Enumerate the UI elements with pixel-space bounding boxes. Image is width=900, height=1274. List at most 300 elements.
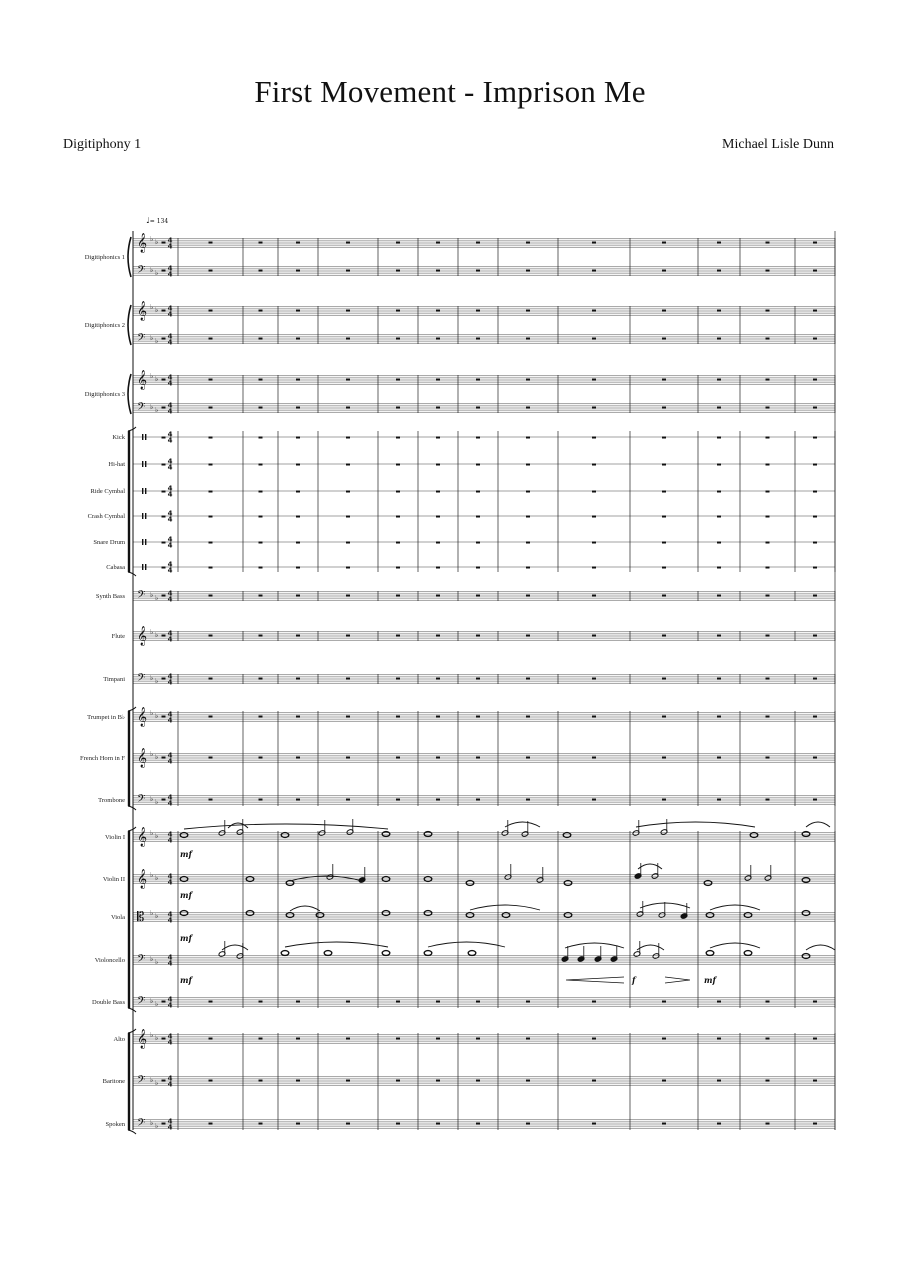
- whole-rest: [209, 464, 213, 466]
- whole-rest: [296, 1080, 300, 1082]
- whole-rest: [162, 678, 166, 680]
- whole-rest: [813, 567, 817, 569]
- instrument-label: Spoken: [105, 1121, 125, 1128]
- whole-rest: [476, 678, 480, 680]
- whole-rest: [662, 716, 666, 718]
- whole-rest: [662, 678, 666, 680]
- whole-rest: [296, 1123, 300, 1125]
- whole-rest: [259, 595, 263, 597]
- whole-rest: [436, 635, 440, 637]
- whole-rest: [162, 516, 166, 518]
- whole-rest: [813, 270, 817, 272]
- whole-rest: [296, 491, 300, 493]
- flat-icon: ♭: [155, 832, 159, 840]
- time-signature-bottom: 4: [167, 878, 173, 887]
- slur: [806, 822, 830, 827]
- whole-rest: [259, 1080, 263, 1082]
- whole-rest: [396, 757, 400, 759]
- time-signature-bottom: 4: [167, 270, 173, 279]
- treble-clef-icon: 𝄞: [137, 748, 148, 768]
- whole-rest: [259, 757, 263, 759]
- whole-rest: [259, 379, 263, 381]
- whole-rest: [717, 799, 721, 801]
- bass-staff: [133, 1117, 835, 1128]
- time-signature-top: 4: [167, 484, 173, 493]
- decrescendo-hairpin: [665, 977, 690, 983]
- whole-rest: [259, 270, 263, 272]
- whole-rest: [346, 635, 350, 637]
- whole-rest: [526, 379, 530, 381]
- time-signature-top: 4: [167, 629, 173, 638]
- bass-staff: [133, 995, 835, 1006]
- instrument-label: Synth Bass: [95, 593, 125, 600]
- bass-clef-icon: 𝄢: [137, 1117, 146, 1132]
- flat-icon: ♭: [150, 1076, 154, 1084]
- flat-icon: ♭: [155, 712, 159, 720]
- whole-rest: [526, 242, 530, 244]
- whole-rest: [476, 379, 480, 381]
- flat-icon: ♭: [155, 798, 159, 806]
- flat-icon: ♭: [150, 1031, 154, 1039]
- whole-rest: [436, 716, 440, 718]
- instrument-label: Baritone: [102, 1078, 125, 1085]
- whole-rest: [717, 464, 721, 466]
- percussion-clef-icon: [142, 564, 143, 570]
- percussion-clef-icon: [142, 434, 143, 440]
- instrument-label: Viola: [110, 914, 125, 921]
- instrument-label: Violin I: [104, 834, 125, 841]
- whole-rest: [162, 1001, 166, 1003]
- percussion-clef-icon: [145, 461, 146, 467]
- whole-rest: [813, 1001, 817, 1003]
- whole-rest: [396, 516, 400, 518]
- whole-rest: [813, 799, 817, 801]
- whole-rest: [592, 310, 596, 312]
- whole-rest: [526, 799, 530, 801]
- whole-rest: [526, 437, 530, 439]
- instrument-label: Digitiphonics 3: [84, 391, 125, 398]
- flat-icon: ♭: [150, 1119, 154, 1127]
- flat-icon: ♭: [155, 912, 159, 920]
- whole-rest: [346, 542, 350, 544]
- whole-rest: [209, 1080, 213, 1082]
- instrument-label: Trumpet in B♭: [87, 714, 125, 721]
- whole-rest: [209, 516, 213, 518]
- bracket-hook: [128, 427, 136, 431]
- time-signature-bottom: 4: [167, 635, 173, 644]
- score-title: First Movement - Imprison Me: [254, 74, 646, 109]
- time-signature-top: 4: [167, 830, 173, 839]
- whole-rest: [662, 338, 666, 340]
- slur: [636, 822, 755, 827]
- whole-rest: [396, 1123, 400, 1125]
- whole-rest: [592, 716, 596, 718]
- tempo-text: = 134: [149, 218, 169, 225]
- treble-clef-icon: 𝄞: [137, 707, 148, 727]
- whole-rest: [436, 567, 440, 569]
- whole-rest: [717, 516, 721, 518]
- whole-rest: [766, 338, 770, 340]
- treble-clef-icon: 𝄞: [137, 827, 148, 847]
- instrument-label: Snare Drum: [93, 539, 125, 546]
- whole-rest: [209, 635, 213, 637]
- bracket-hook: [128, 1130, 136, 1134]
- slur: [710, 943, 760, 948]
- whole-rest: [813, 678, 817, 680]
- time-signature-bottom: 4: [167, 338, 173, 347]
- bass-clef-icon: 𝄢: [137, 953, 146, 968]
- slur: [184, 824, 388, 829]
- whole-rest: [717, 437, 721, 439]
- flat-icon: ♭: [150, 628, 154, 636]
- whole-rest: [766, 678, 770, 680]
- time-signature-bottom: 4: [167, 595, 173, 604]
- time-signature-top: 4: [167, 953, 173, 962]
- time-signature-bottom: 4: [167, 1123, 173, 1132]
- whole-rest: [346, 310, 350, 312]
- whole-rest: [526, 491, 530, 493]
- whole-rest: [259, 310, 263, 312]
- flat-icon: ♭: [155, 406, 159, 414]
- whole-rest: [526, 1001, 530, 1003]
- whole-rest: [662, 635, 666, 637]
- flat-icon: ♭: [150, 674, 154, 682]
- whole-rest: [476, 464, 480, 466]
- whole-rest: [526, 407, 530, 409]
- whole-rest: [813, 407, 817, 409]
- whole-rest: [717, 310, 721, 312]
- bracket-hook: [128, 1008, 136, 1012]
- whole-rest: [662, 1038, 666, 1040]
- whole-rest: [259, 491, 263, 493]
- whole-rest: [592, 678, 596, 680]
- bass-staff: [133, 589, 835, 600]
- whole-rest: [662, 516, 666, 518]
- whole-rest: [436, 338, 440, 340]
- whole-rest: [346, 678, 350, 680]
- treble-staff: [133, 872, 835, 883]
- flat-icon: ♭: [150, 709, 154, 717]
- whole-rest: [813, 379, 817, 381]
- whole-rest: [162, 491, 166, 493]
- whole-rest: [259, 567, 263, 569]
- whole-rest: [526, 338, 530, 340]
- whole-rest: [436, 379, 440, 381]
- whole-rest: [592, 542, 596, 544]
- whole-rest: [592, 1001, 596, 1003]
- whole-rest: [662, 407, 666, 409]
- time-signature-top: 4: [167, 264, 173, 273]
- slur: [806, 945, 835, 950]
- whole-rest: [396, 437, 400, 439]
- whole-rest: [209, 437, 213, 439]
- time-signature-bottom: 4: [167, 310, 173, 319]
- whole-rest: [813, 464, 817, 466]
- dynamic-marking: mf: [180, 849, 192, 859]
- treble-staff: [133, 304, 835, 315]
- dynamic-marking: mf: [180, 933, 192, 943]
- whole-rest: [209, 379, 213, 381]
- time-signature-bottom: 4: [167, 959, 173, 968]
- whole-rest: [436, 1123, 440, 1125]
- whole-rest: [162, 338, 166, 340]
- whole-rest: [396, 595, 400, 597]
- whole-rest: [813, 491, 817, 493]
- treble-staff: [133, 751, 835, 762]
- instrument-label: French Horn in F: [80, 755, 125, 762]
- whole-rest: [209, 407, 213, 409]
- whole-rest: [346, 437, 350, 439]
- flat-icon: ♭: [150, 955, 154, 963]
- whole-rest: [592, 1080, 596, 1082]
- whole-rest: [526, 716, 530, 718]
- flat-icon: ♭: [150, 750, 154, 758]
- whole-rest: [296, 635, 300, 637]
- whole-rest: [592, 464, 596, 466]
- whole-note: [382, 951, 390, 956]
- time-signature-top: 4: [167, 910, 173, 919]
- whole-rest: [346, 716, 350, 718]
- whole-rest: [662, 1001, 666, 1003]
- flat-icon: ♭: [150, 829, 154, 837]
- dynamic-marking: mf: [704, 975, 716, 985]
- treble-clef-icon: 𝄞: [137, 370, 148, 390]
- whole-rest: [162, 310, 166, 312]
- whole-rest: [296, 595, 300, 597]
- treble-staff: [133, 710, 835, 721]
- whole-rest: [662, 270, 666, 272]
- flat-icon: ♭: [150, 266, 154, 274]
- whole-rest: [766, 516, 770, 518]
- whole-rest: [813, 595, 817, 597]
- whole-rest: [346, 464, 350, 466]
- whole-rest: [766, 595, 770, 597]
- dynamic-marking: mf: [180, 890, 192, 900]
- treble-clef-icon: 𝄞: [137, 301, 148, 321]
- whole-rest: [346, 567, 350, 569]
- whole-rest: [209, 1038, 213, 1040]
- whole-rest: [813, 1080, 817, 1082]
- bass-clef-icon: 𝄢: [137, 1074, 146, 1089]
- whole-rest: [526, 542, 530, 544]
- whole-rest: [209, 491, 213, 493]
- whole-rest: [592, 567, 596, 569]
- whole-rest: [436, 542, 440, 544]
- whole-rest: [162, 464, 166, 466]
- whole-rest: [396, 464, 400, 466]
- whole-rest: [296, 407, 300, 409]
- whole-rest: [209, 242, 213, 244]
- whole-rest: [526, 1123, 530, 1125]
- time-signature-top: 4: [167, 535, 173, 544]
- flat-icon: ♭: [150, 403, 154, 411]
- instrument-label: Violin II: [102, 876, 125, 883]
- whole-rest: [346, 407, 350, 409]
- whole-note: [706, 951, 714, 956]
- whole-note: [802, 878, 810, 883]
- whole-rest: [162, 379, 166, 381]
- time-signature-bottom: 4: [167, 1001, 173, 1010]
- whole-rest: [436, 678, 440, 680]
- whole-rest: [717, 338, 721, 340]
- whole-rest: [346, 757, 350, 759]
- whole-rest: [259, 407, 263, 409]
- whole-rest: [476, 437, 480, 439]
- bass-staff: [133, 264, 835, 275]
- whole-rest: [436, 1038, 440, 1040]
- treble-staff: [133, 629, 835, 640]
- slur: [428, 942, 505, 947]
- instrument-label: Trombone: [98, 797, 125, 804]
- time-signature-top: 4: [167, 1032, 173, 1041]
- whole-rest: [662, 242, 666, 244]
- time-signature-top: 4: [167, 1074, 173, 1083]
- whole-rest: [396, 407, 400, 409]
- grand-staff-brace: [128, 305, 131, 345]
- time-signature-bottom: 4: [167, 1038, 173, 1047]
- whole-rest: [296, 678, 300, 680]
- whole-rest: [209, 567, 213, 569]
- whole-rest: [717, 542, 721, 544]
- whole-rest: [162, 595, 166, 597]
- dynamic-marking: f: [632, 975, 636, 985]
- whole-rest: [476, 242, 480, 244]
- whole-rest: [813, 542, 817, 544]
- whole-rest: [296, 242, 300, 244]
- time-signature-top: 4: [167, 430, 173, 439]
- whole-rest: [592, 379, 596, 381]
- whole-rest: [662, 1080, 666, 1082]
- whole-rest: [346, 1080, 350, 1082]
- whole-rest: [813, 242, 817, 244]
- flat-icon: ♭: [155, 958, 159, 966]
- time-signature-bottom: 4: [167, 490, 173, 499]
- whole-rest: [662, 491, 666, 493]
- whole-rest: [592, 516, 596, 518]
- whole-rest: [296, 516, 300, 518]
- time-signature-top: 4: [167, 589, 173, 598]
- slur: [290, 906, 320, 911]
- flat-icon: ♭: [155, 238, 159, 246]
- time-signature-top: 4: [167, 560, 173, 569]
- whole-rest: [436, 437, 440, 439]
- time-signature-top: 4: [167, 509, 173, 518]
- time-signature-top: 4: [167, 672, 173, 681]
- whole-rest: [346, 1123, 350, 1125]
- percussion-clef-icon: [142, 461, 143, 467]
- whole-rest: [396, 716, 400, 718]
- whole-rest: [526, 757, 530, 759]
- whole-rest: [592, 491, 596, 493]
- whole-rest: [476, 595, 480, 597]
- whole-rest: [476, 757, 480, 759]
- bracket-hook: [128, 707, 136, 711]
- percussion-clef-icon: [142, 488, 143, 494]
- whole-rest: [476, 1080, 480, 1082]
- whole-rest: [766, 491, 770, 493]
- whole-rest: [436, 799, 440, 801]
- whole-rest: [476, 1038, 480, 1040]
- flat-icon: ♭: [155, 337, 159, 345]
- whole-rest: [717, 1123, 721, 1125]
- time-signature-bottom: 4: [167, 515, 173, 524]
- time-signature-top: 4: [167, 995, 173, 1004]
- whole-rest: [717, 1080, 721, 1082]
- whole-rest: [476, 407, 480, 409]
- time-signature-top: 4: [167, 793, 173, 802]
- whole-rest: [396, 379, 400, 381]
- grand-staff-brace: [128, 237, 131, 277]
- time-signature-top: 4: [167, 304, 173, 313]
- whole-rest: [813, 310, 817, 312]
- flat-icon: ♭: [150, 591, 154, 599]
- whole-rest: [162, 799, 166, 801]
- bass-clef-icon: 𝄢: [137, 401, 146, 416]
- whole-rest: [209, 678, 213, 680]
- score-subtitle: Digitiphony 1: [63, 137, 142, 152]
- whole-rest: [662, 379, 666, 381]
- whole-rest: [209, 757, 213, 759]
- whole-rest: [766, 1038, 770, 1040]
- bass-staff: [133, 1074, 835, 1085]
- time-signature-bottom: 4: [167, 541, 173, 550]
- treble-clef-icon: 𝄞: [137, 869, 148, 889]
- instrument-label: Alto: [113, 1036, 125, 1043]
- bracket-hook: [128, 572, 136, 576]
- time-signature-top: 4: [167, 710, 173, 719]
- bass-staff: [133, 793, 835, 804]
- whole-rest: [813, 516, 817, 518]
- whole-rest: [526, 516, 530, 518]
- whole-rest: [526, 678, 530, 680]
- time-signature-top: 4: [167, 401, 173, 410]
- whole-note: [424, 951, 432, 956]
- flat-icon: ♭: [155, 677, 159, 685]
- instrument-label: Violoncello: [94, 957, 125, 964]
- slur: [637, 945, 664, 950]
- whole-rest: [346, 491, 350, 493]
- whole-rest: [592, 437, 596, 439]
- whole-rest: [766, 716, 770, 718]
- whole-rest: [526, 635, 530, 637]
- whole-rest: [209, 1123, 213, 1125]
- bass-clef-icon: 𝄢: [137, 589, 146, 604]
- whole-rest: [476, 1123, 480, 1125]
- time-signature-bottom: 4: [167, 463, 173, 472]
- whole-rest: [526, 464, 530, 466]
- whole-rest: [346, 242, 350, 244]
- whole-rest: [813, 437, 817, 439]
- treble-clef-icon: 𝄞: [137, 626, 148, 646]
- slur: [565, 943, 624, 948]
- whole-rest: [766, 567, 770, 569]
- flat-icon: ♭: [155, 375, 159, 383]
- whole-rest: [436, 516, 440, 518]
- bass-staff: [133, 332, 835, 343]
- whole-rest: [209, 310, 213, 312]
- whole-rest: [766, 1001, 770, 1003]
- composer-name: Michael Lisle Dunn: [722, 137, 834, 152]
- instrument-label: Ride Cymbal: [90, 488, 125, 495]
- treble-clef-icon: 𝄞: [137, 233, 148, 253]
- whole-rest: [662, 799, 666, 801]
- whole-rest: [766, 542, 770, 544]
- whole-rest: [259, 1001, 263, 1003]
- percussion-clef-icon: [145, 488, 146, 494]
- whole-rest: [766, 270, 770, 272]
- time-signature-top: 4: [167, 373, 173, 382]
- flat-icon: ♭: [155, 874, 159, 882]
